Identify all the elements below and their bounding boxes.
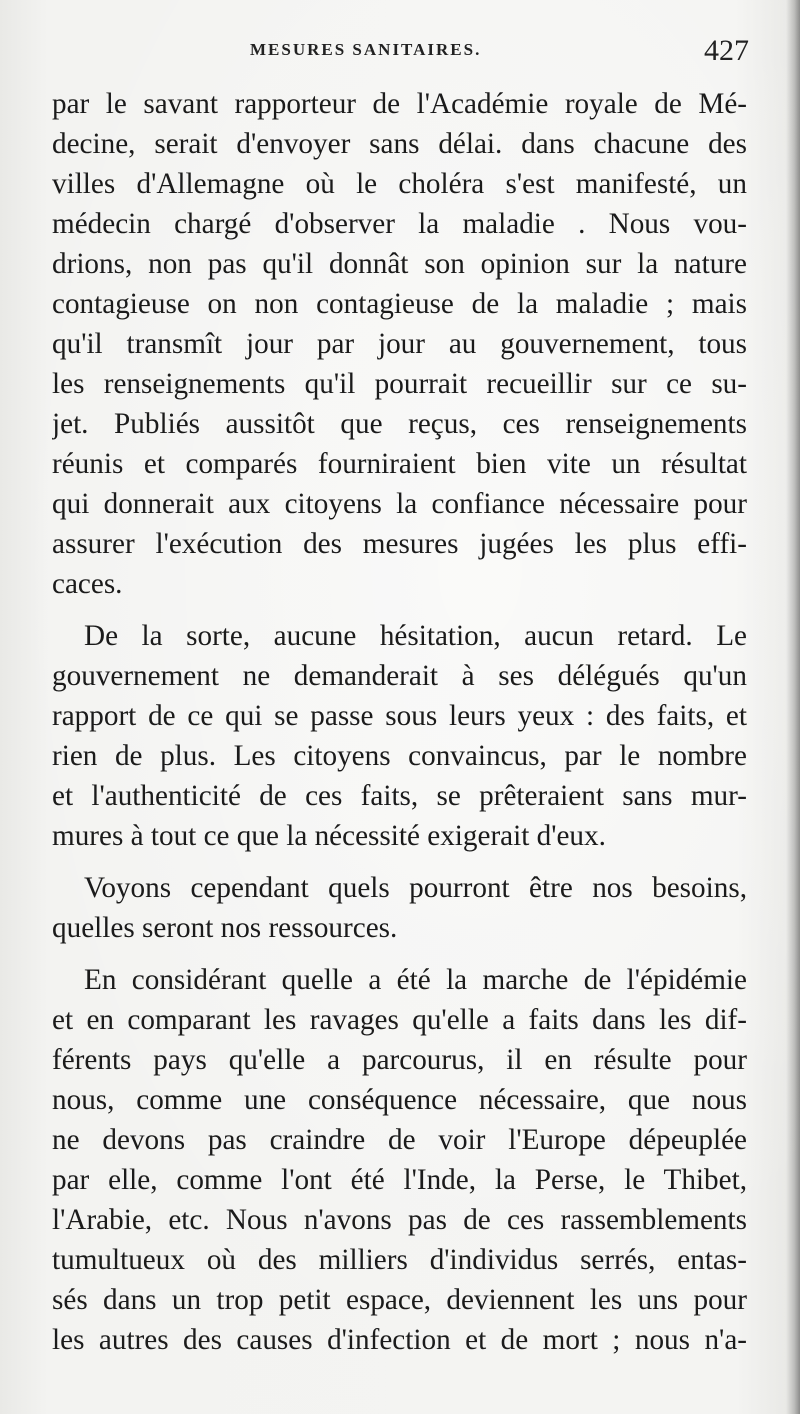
text-line: les renseignements qu'il pourrait recueillir sur ce su-	[52, 368, 747, 400]
paragraph-spacer	[52, 604, 747, 616]
text-line: qu'il transmît jour par jour au gouvernement, tous	[52, 328, 747, 360]
text-line: En considérant quelle a été la marche de l'épidémie	[84, 964, 747, 996]
text-line: rapport de ce qui se passe sous leurs yeux : des faits, et	[52, 700, 747, 732]
text-line: mures à tout ce que la nécessité exigerait d'eux.	[52, 820, 606, 852]
text-line: réunis et comparés fourniraient bien vite un résultat	[52, 448, 747, 480]
running-head-title: MESURES SANITAIRES.	[250, 40, 482, 59]
text-line: les autres des causes d'infection et de mort ; nous n'a-	[52, 1324, 747, 1356]
text-line: férents pays qu'elle a parcourus, il en résulte pour	[52, 1044, 747, 1076]
text-line: decine, serait d'envoyer sans délai. dans chacune des	[52, 128, 747, 160]
text-line: caces.	[52, 568, 123, 600]
page-edge-shadow	[786, 0, 800, 1414]
text-line: tumultueux où des milliers d'individus serrés, entas-	[52, 1244, 747, 1276]
text-line: par le savant rapporteur de l'Académie royale de Mé-	[52, 88, 747, 120]
text-line: l'Arabie, etc. Nous n'avons pas de ces rassemblements	[52, 1204, 747, 1236]
text-line: et l'authenticité de ces faits, se prêteraient sans mur-	[52, 780, 747, 812]
text-line: jet. Publiés aussitôt que reçus, ces renseignements	[52, 408, 747, 440]
paragraph-spacer	[52, 948, 747, 960]
text-line: De la sorte, aucune hésitation, aucun retard. Le	[84, 620, 747, 652]
text-line: quelles seront nos ressources.	[52, 912, 398, 944]
text-line: rien de plus. Les citoyens convaincus, par le nombre	[52, 740, 747, 772]
text-line: par elle, comme l'ont été l'Inde, la Perse, le Thibet,	[52, 1164, 747, 1196]
text-line: nous, comme une conséquence nécessaire, que nous	[52, 1084, 747, 1116]
text-line: sés dans un trop petit espace, deviennent les uns pour	[52, 1284, 747, 1316]
text-line: et en comparant les ravages qu'elle a faits dans les dif-	[52, 1004, 747, 1036]
text-line: médecin chargé d'observer la maladie . Nous vou-	[52, 208, 747, 240]
text-line: Voyons cependant quels pourront être nos besoins,	[84, 872, 747, 904]
paragraph-3	[52, 868, 747, 948]
text-line: gouvernement ne demanderait à ses délégués qu'un	[52, 660, 747, 692]
paragraph-1	[52, 84, 747, 604]
paragraph-4	[52, 960, 747, 1360]
text-line: qui donnerait aux citoyens la confiance nécessaire pour	[52, 488, 747, 520]
page-number: 427	[704, 34, 749, 67]
paragraph-spacer	[52, 856, 747, 868]
text-line: villes d'Allemagne où le choléra s'est manifesté, un	[52, 168, 747, 200]
running-head	[0, 34, 800, 68]
body-text	[52, 84, 747, 1360]
text-line: ne devons pas craindre de voir l'Europe dépeuplée	[52, 1124, 747, 1156]
paragraph-2	[52, 616, 747, 856]
text-line: contagieuse on non contagieuse de la maladie ; mais	[52, 288, 747, 320]
text-line: assurer l'exécution des mesures jugées les plus effi-	[52, 528, 747, 560]
text-line: drions, non pas qu'il donnât son opinion sur la nature	[52, 248, 747, 280]
